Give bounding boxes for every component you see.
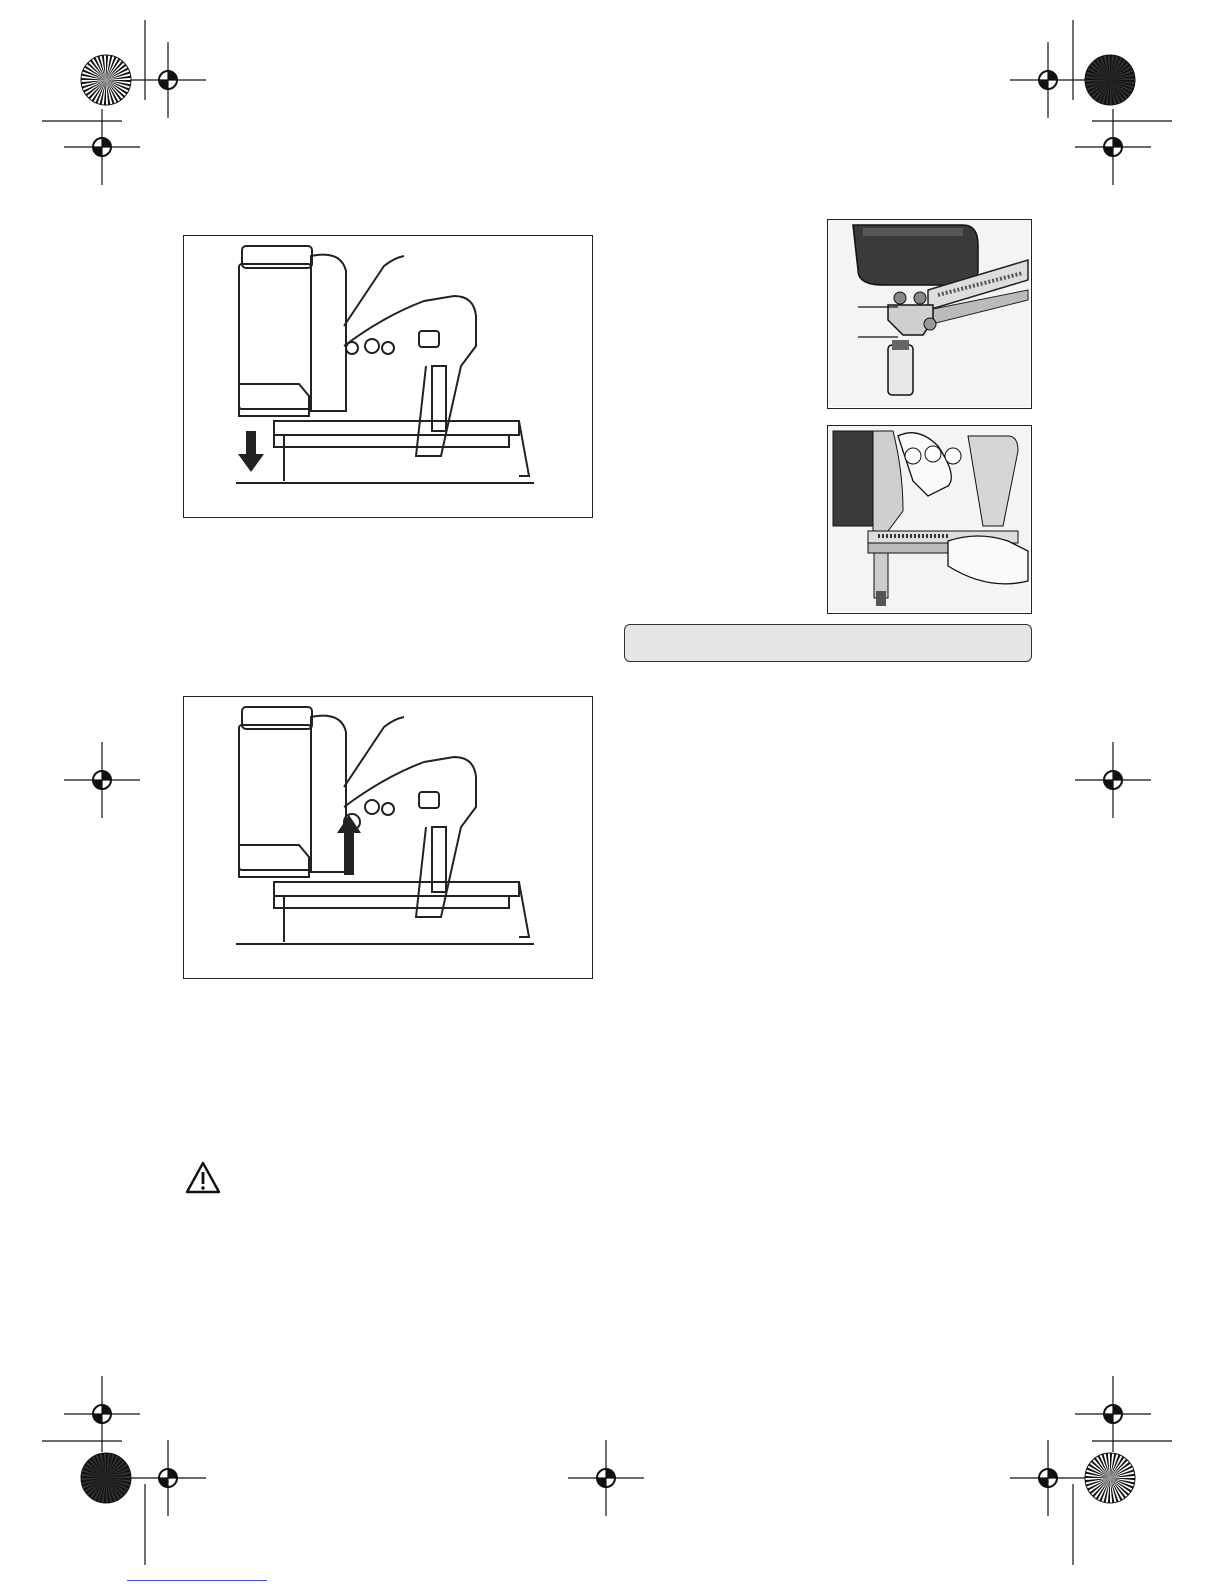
warning-triangle-icon bbox=[185, 1160, 221, 1196]
figure-trigger-press bbox=[183, 235, 593, 518]
crosshair-target-icon bbox=[64, 742, 140, 818]
nailer-illustration-2 bbox=[184, 697, 591, 977]
nailer-illustration-1 bbox=[184, 236, 591, 516]
crosshair-target-icon bbox=[568, 1440, 644, 1516]
crosshair-target-icon bbox=[1010, 1440, 1086, 1516]
figure-nose-closeup bbox=[827, 219, 1032, 409]
starburst-icon bbox=[1085, 1453, 1135, 1503]
starburst-icon bbox=[1085, 55, 1135, 105]
starburst-icon bbox=[81, 1453, 131, 1503]
crosshair-target-icon bbox=[130, 42, 206, 118]
nose-photo bbox=[828, 220, 1030, 407]
magazine-photo bbox=[828, 426, 1030, 612]
figure-trigger-release bbox=[183, 696, 593, 979]
starburst-icon bbox=[81, 55, 131, 105]
crosshair-target-icon bbox=[1075, 742, 1151, 818]
footer-link-underline bbox=[127, 1580, 267, 1581]
crosshair-target-icon bbox=[1010, 42, 1086, 118]
section-header-bar bbox=[624, 624, 1032, 662]
figure-magazine-hand bbox=[827, 425, 1032, 614]
crosshair-target-icon bbox=[130, 1440, 206, 1516]
